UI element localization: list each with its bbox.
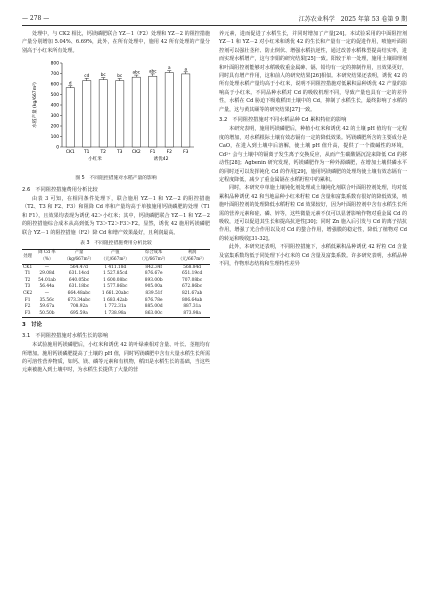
- table-cell: —: [44, 264, 50, 270]
- right-column: [219, 30, 407, 268]
- table-cell: 821.67ab: [181, 291, 203, 297]
- paragraph: 同时，本研究中单施土壤钝化剂处理或土壤钝化剂联合叶面阻控剂处理，均对低累积品种诱优 42 和当地品种小红米籽粒 Cd 含量和富集系数有很好的降低效果，喷施叶面阻控剂的处理降低水稻籽粒 Cd 效果较好，因为叶面阻控剂中含有水稻生长所需的营养元素和硅、磷、锌等，这些微量元素不仅可以显著影响作物对重金属 Cd 的吸收，还可以促进其生长和提高抗逆性[30]；同时 Zn 施入后引发与 Cd 的离子拮抗作用，增强了光合作用以及对 Cd 的螯合作用，增强膜的稳定性，降低了植物对 Cd 的转运和吸收[31-32]。: [219, 185, 407, 242]
- table-row: [22, 278, 210, 285]
- table-row: [22, 271, 210, 278]
- y-tick-label: 100: [50, 135, 59, 141]
- table-cell: 35.56c: [39, 297, 55, 303]
- table-cell: 640.05bc: [68, 277, 90, 283]
- table-cell: 1 683.42ab: [103, 297, 128, 303]
- table-cell: 1 527.85cd: [103, 271, 128, 277]
- x-tick-label: F2: [166, 150, 172, 156]
- table-header-cell: 产量（kg/667m²）: [61, 250, 98, 264]
- table-row: [22, 304, 210, 311]
- table-cell: 564.47d: [70, 264, 88, 270]
- y-tick-label: 400: [50, 103, 59, 109]
- paragraph: 此外，本研究还表明，不同阻控措施下，水稻低累积品种诱优 42 籽粒 Cd 含量及富集系数均低于同处理下小红米的 Cd 含量及富集系数。许多研究表明，水稻品种不同，作物形态结构和生理特性差异: [219, 244, 407, 267]
- significance-label: cd: [84, 73, 90, 79]
- x-tick-label: CK2: [131, 150, 141, 156]
- table-cell: 1 600.08bc: [103, 277, 128, 283]
- significance-label: bc: [117, 73, 123, 79]
- table-cell: CK2: [23, 291, 33, 297]
- significance-label: a: [184, 66, 188, 72]
- table-cell: 885.00d: [144, 304, 163, 310]
- table-header-cell: 产值（元/667m²）: [97, 250, 133, 264]
- table-cell: 673.34abc: [67, 297, 91, 303]
- x-tick-label: T1: [84, 150, 90, 156]
- figure-caption: 图 5 不同阻控措施对水稻产量的影响: [75, 176, 157, 182]
- section-heading-3-2: 3.2 不同阻控措施对不同水稻品种 Cd 累积特征的影响: [219, 117, 347, 124]
- bar: [116, 81, 124, 147]
- table-cell: —: [44, 291, 50, 297]
- y-tick-label: 700: [50, 72, 59, 78]
- running-header: [22, 12, 407, 24]
- bar: [182, 74, 190, 147]
- significance-label: bc: [100, 72, 106, 78]
- table-cell: 56.44a: [39, 284, 55, 290]
- page-number: — 278 —: [22, 14, 50, 22]
- table-cell: 59.67a: [39, 304, 55, 310]
- table-cell: T1: [24, 271, 31, 277]
- section-heading-2-6: 2.6 不同阻控措施费用分析比较: [22, 186, 98, 193]
- table-cell: 651.19cd: [182, 271, 203, 277]
- table-body: [22, 264, 210, 318]
- journal-title: 江苏农业科学 2025 年第 53 卷第 9 期: [298, 15, 407, 23]
- table-cell: 839.51f: [145, 291, 163, 297]
- table-row: [22, 298, 210, 305]
- x-tick-label: F3: [183, 150, 189, 156]
- y-tick-label: 300: [50, 114, 59, 120]
- paragraph: 本研究表明，施用钙镁磷肥后，种植小红米和诱优 42 的土壤 pH 值均有一定程度的增加，对水稻根际土壤有效态镉有一定的降低效果。钙镁磷肥所含的主要成分是 CaO，在进入到土壤中后溶解，使土壤 pH 值升高，提供了一个微碱性的环境，Cd²⁺ 会与土壤中的镉离子发生离子交换反应，从而产生碳酸镉沉淀来降低 Cd 的移动性[28]；Agbenin 研究发现，钙镁磷肥作为一种外源磷肥，在增加土壤供磷水平的同时还可以发挥钝化 Cd 的作用[29]，施用钙镁磷肥的处理均使土壤有效态镉有一定程度降低，减少了重金属镉在水稻籽粒中的累积。: [219, 126, 407, 183]
- table-cell: 1 411.18d: [104, 264, 127, 270]
- table-cell: 873.98a: [174, 311, 210, 318]
- table-title: 表 3 不同阻控措施费用分析比较: [80, 241, 152, 247]
- table-row: [22, 291, 210, 298]
- table-cell: 905.00a: [144, 284, 163, 290]
- table-header-cell: 综合成本（元/667m²）: [133, 250, 174, 264]
- paragraph: 由表 3 可知，在相同条件处理下，联合施用 YZ－1 和 YZ－2 的阻控措施（T2、T3 和 F2、F3）和阻降 Cd 率和产量均高于单独施用钙镁磷肥的处理（T1 和 F1），且效果均表现为诱优 42＞小红米；其中，钙镁磷肥联合 YZ－1 和 YZ－2 的阻控措施综合成本从高到低为 T3＞T2＞F3＞F2。显然，诱优 42 施用钙镁磷肥联合 YZ－1 的阻控措施（F2）降 Cd 和增产效果最好，且利润最高。: [22, 196, 210, 236]
- table-header-cell: 利润（元/667m²）: [174, 250, 210, 264]
- table-header-row: [22, 250, 210, 264]
- table-cell: 707.08bc: [182, 277, 203, 283]
- y-tick-label: 200: [50, 124, 59, 130]
- table-cell: 708.92a: [70, 304, 88, 310]
- group-label: 诱优42: [153, 157, 169, 163]
- y-tick-label: 800: [50, 61, 59, 67]
- table-cell: CK1: [23, 264, 33, 270]
- table-cell: 876.67e: [144, 271, 163, 277]
- bar: [165, 73, 173, 147]
- x-tick-label: F1: [150, 150, 156, 156]
- table-cell: 1 661.20abc: [101, 291, 129, 297]
- paragraph: 处理中，与 CK2 相比，钙镁磷肥联合 YZ－1（F2）处理和 YZ－2 的阻控措施产量分别增加 5.04%、6.69%，此外，在所有处理中，施用 42 所有处理的产量分别高于小红米所有处理。: [22, 31, 210, 54]
- table-cell: 631.18bc: [68, 284, 90, 290]
- table-cell: 695.59a: [61, 311, 98, 318]
- table-cell: 631.14cd: [68, 271, 90, 277]
- group-label: 小红米: [88, 157, 102, 163]
- significance-label: a: [167, 65, 171, 71]
- cost-table: [22, 249, 210, 318]
- table-cell: 1 772.31a: [104, 304, 127, 310]
- section-heading-3: 3 讨论: [22, 322, 42, 329]
- yield-chart: [22, 55, 210, 173]
- table-cell: 568.84d: [183, 264, 202, 270]
- table-row: [22, 264, 210, 271]
- table-cell: 887.31a: [183, 304, 201, 310]
- significance-label: abc: [132, 69, 141, 75]
- table-cell: 1 577.86bc: [103, 284, 128, 290]
- table-cell: 664.48abc: [67, 291, 91, 297]
- table-cell: F3: [22, 311, 33, 318]
- yield-bar-chart: [22, 55, 210, 173]
- x-tick-label: T2: [100, 150, 106, 156]
- bar: [132, 77, 140, 147]
- bar: [99, 80, 107, 147]
- header-rule: [22, 25, 407, 26]
- y-tick-label: 0: [56, 145, 59, 151]
- table-cell: 876.78e: [144, 297, 163, 303]
- table-cell: 29.08d: [39, 271, 55, 277]
- table-cell: 806.64ab: [181, 297, 203, 303]
- table-cell: 1 738.98a: [97, 311, 133, 318]
- left-column: [22, 30, 210, 375]
- table-header-cell: 处理: [22, 250, 33, 264]
- paragraph: 本试验施用钙镁磷肥后，小红米和诱优 42 的叶绿素相对含量、叶长、茎粗均有所增加。施用钙镁磷肥提高了土壤的 pH 值，同时钙镁磷肥中含有大量水稻生长所需的可溶性营养物质，如钙、镁、磷等元素和有机物，稻田是水稻生长的基础，当这些元素被施入到土壤中时，为水稻生长提供了大量的营: [22, 342, 210, 374]
- significance-label: d: [68, 80, 72, 86]
- y-axis-label: 水稻产量 (kg/667m²): [33, 82, 38, 129]
- table-header-cell: 降 Cd 率（%）: [33, 250, 60, 264]
- y-tick-label: 600: [50, 82, 59, 88]
- significance-label: abc: [148, 68, 157, 74]
- table-cell: 54.01ab: [38, 277, 56, 283]
- table-cell: T2: [24, 277, 31, 283]
- table-cell: T3: [24, 284, 31, 290]
- bar: [149, 76, 157, 147]
- x-tick-label: CK1: [65, 150, 75, 156]
- table-cell: 842.34f: [145, 264, 163, 270]
- x-tick-label: T3: [117, 150, 123, 156]
- table-cell: F2: [24, 304, 31, 310]
- table-row: [22, 284, 210, 291]
- table-row: [22, 311, 210, 318]
- table-cell: 893.00b: [144, 277, 163, 283]
- section-heading-3-1: 3.1 不同阻控措施对水稻生长的影响: [22, 332, 109, 339]
- bar: [66, 88, 74, 147]
- bar: [83, 81, 91, 147]
- table-cell: 863.00c: [133, 311, 174, 318]
- table-cell: F1: [24, 297, 31, 303]
- y-tick-label: 500: [50, 93, 59, 99]
- table-cell: 672.86bc: [182, 284, 203, 290]
- paragraph: 养元素，进而促进了水稻生长，并同时增加了产量[24]。本试验采用的中面阻控剂 YZ－1 和 YZ－2 对小红米和诱优 42 的生长和产量有一定的促进作用，喷施叶面阻控剂可以强壮茎秆、防止倒伏、增强水稻抗逆性，通过改善水稻株型提高结实率，进而实现水稻增产，这与李娟的研究结果[25]一致。阳较于单一处理，施用土壤调理剂和叶面阻控剂能够对水稻吸收重金属砷、镉、铅均有一定的抑制作用，且效果更好，同时具有增产作用，这和前人的研究结果[26]相似。本研究结果还表明，诱优 42 的所有处理水稻产量均高于小红米，说明不同阻控措施对低累积品种诱优 42 产量的影响高于小红米。不同品种水稻对 Cd 的吸收机理不同，导致产量也具有一定的差异性，水稻在 Cd 胁迫下吸收稻田土壤中的 Cd，抑制了水稻生长，最终影响了水稻的产量，这与黄其颐等的研究结果[27]一致。: [219, 31, 407, 113]
- table-cell: 50.50b: [33, 311, 60, 318]
